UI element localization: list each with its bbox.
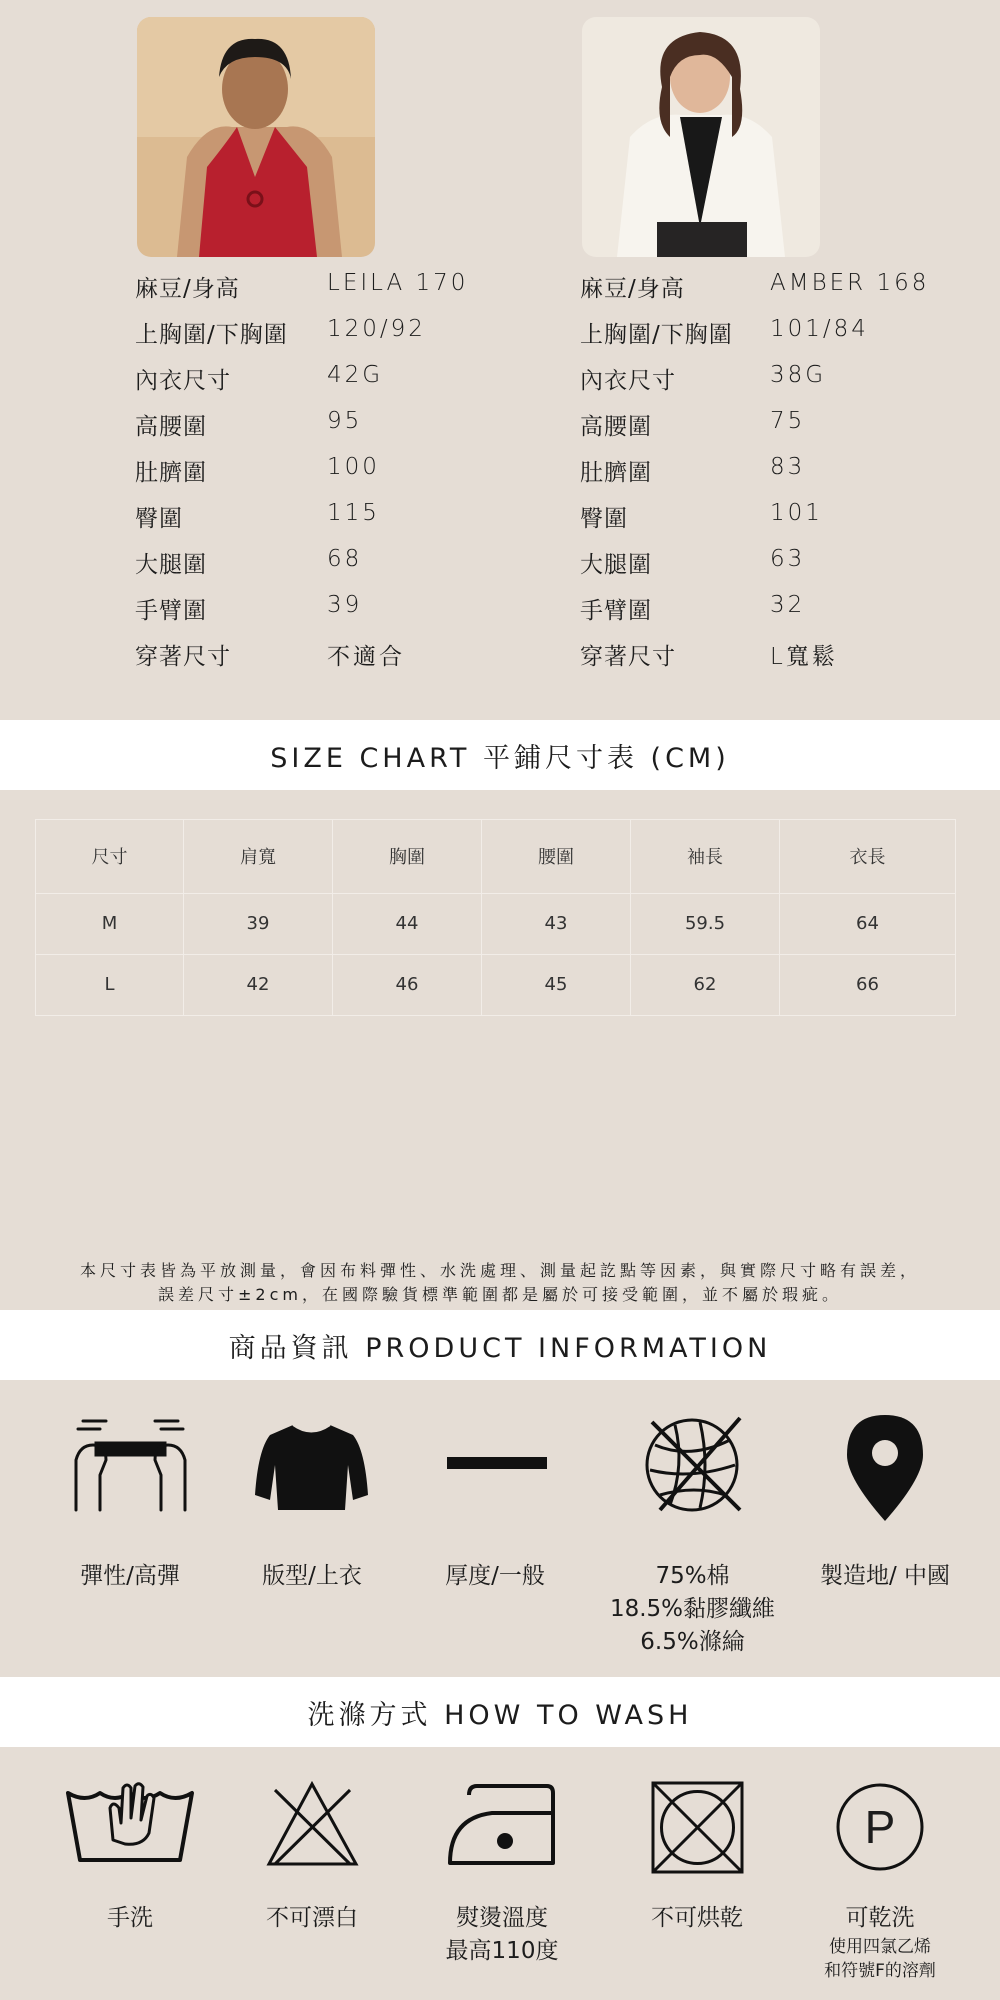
table-header-row [36,820,956,894]
stat-value: 不適合 [327,644,405,670]
stat-value: AMBER 168 [770,270,930,296]
stat-value: 38G [770,362,827,388]
table-cell: 62 [631,954,780,1015]
table-cell: 45 [482,954,631,1015]
product-info-caption [580,1560,805,1659]
table-row [36,893,956,954]
model-photo-amber [582,17,820,257]
stat-value: 101 [770,500,823,526]
wash-caption [222,1902,402,1935]
stat-value: 83 [770,454,806,480]
product-info-caption [800,1560,970,1593]
table-cell: L [36,954,184,1015]
stat-label: 內衣尺寸 [135,368,231,394]
stat-label: 臀圍 [135,506,183,532]
table-header-cell: 衣長 [780,820,956,894]
stat-label: 肚臍圍 [135,460,207,486]
caption-line: 最高110度 [445,1938,559,1964]
stat-value: 75 [770,408,806,434]
wash-title: 洗滌方式 HOW TO WASH [0,1677,1000,1747]
table-row [36,954,956,1015]
product-info-title: 商品資訊 PRODUCT INFORMATION [0,1310,1000,1380]
caption-line: 熨燙溫度 [456,1905,548,1931]
table-cell: 39 [184,893,333,954]
no-bleach-icon [265,1780,360,1870]
caption-line: 彈性/高彈 [80,1563,180,1589]
thickness-line-icon [447,1454,547,1466]
table-header-cell: 肩寬 [184,820,333,894]
table-header-cell: 腰圍 [482,820,631,894]
stat-value: 95 [327,408,363,434]
stat-label: 上胸圍/下胸圍 [135,322,288,348]
table-cell: 43 [482,893,631,954]
stretch-hands-icon [68,1415,193,1515]
caption-line: 不可烘乾 [651,1905,743,1931]
iron-icon [447,1783,557,1868]
stat-value: 115 [327,500,380,526]
table-header-cell: 尺寸 [36,820,184,894]
stat-value: 100 [327,454,380,480]
size-chart-title: SIZE CHART 平鋪尺寸表 (CM) [0,720,1000,790]
table-cell: 46 [333,954,482,1015]
model-photo-leila [137,17,375,257]
stat-value: 68 [327,546,363,572]
size-note [20,1259,980,1307]
caption-line: 75%棉 [655,1563,730,1589]
caption-line: 版型/上衣 [262,1563,362,1589]
wash-caption [40,1902,220,1935]
caption-line: 可乾洗 [845,1905,915,1931]
stat-value: 101/84 [770,316,869,342]
stat-value: 42G [327,362,384,388]
caption-line: 厚度/一般 [445,1563,545,1589]
stat-value: 120/92 [327,316,426,342]
table-cell: 42 [184,954,333,1015]
dry-clean-badge: P [864,1801,896,1853]
wash-caption [790,1902,970,1983]
stat-label: 麻豆/身高 [580,276,685,302]
table-cell: 64 [780,893,956,954]
table-cell: 66 [780,954,956,1015]
table-cell: 59.5 [631,893,780,954]
caption-line: 6.5%滌綸 [640,1629,745,1655]
product-info-caption [40,1560,220,1593]
no-tumble-dry-icon [650,1780,745,1875]
product-info-caption [405,1560,585,1593]
stat-label: 穿著尺寸 [135,644,231,670]
size-note-line: 本尺寸表皆為平放測量，會因布料彈性、水洗處理、測量起訖點等因素，與實際尺寸略有誤差， [79,1261,920,1280]
hand-wash-icon [65,1778,195,1863]
stat-value: LEILA 170 [327,270,469,296]
caption-line: 不可漂白 [266,1905,358,1931]
table-header-cell: 胸圍 [333,820,482,894]
caption-line: 使用四氯乙烯 [829,1937,931,1957]
table-cell: 44 [333,893,482,954]
stat-label: 內衣尺寸 [580,368,676,394]
stat-label: 手臂圍 [580,598,652,624]
stat-value: 63 [770,546,806,572]
stat-label: 手臂圍 [135,598,207,624]
stat-label: 麻豆/身高 [135,276,240,302]
sweater-icon [253,1420,370,1515]
stat-value: 32 [770,592,806,618]
stat-label: 臀圍 [580,506,628,532]
table-cell: M [36,893,184,954]
product-info-caption [222,1560,402,1593]
stat-label: 大腿圍 [580,552,652,578]
caption-line: 手洗 [107,1905,153,1931]
wash-caption [607,1902,787,1935]
yarn-ball-icon [640,1410,750,1520]
stat-label: 高腰圍 [580,414,652,440]
stat-label: 上胸圍/下胸圍 [580,322,733,348]
size-chart-table [35,819,956,1016]
stat-value: L寬鬆 [770,644,838,670]
stat-label: 穿著尺寸 [580,644,676,670]
stat-label: 肚臍圍 [580,460,652,486]
stat-label: 大腿圍 [135,552,207,578]
caption-line: 製造地/ 中國 [819,1563,951,1589]
caption-line: 和符號F的溶劑 [824,1961,936,1981]
stat-value: 39 [327,592,363,618]
caption-line: 18.5%黏膠纖維 [609,1596,776,1622]
table-header-cell: 袖長 [631,820,780,894]
stat-label: 高腰圍 [135,414,207,440]
location-pin-icon [845,1413,925,1523]
wash-caption [412,1902,592,1968]
size-note-line: 誤差尺寸±2cm，在國際驗貨標準範圍都是屬於可接受範圍，並不屬於瑕疵。 [158,1285,842,1304]
dry-clean-icon [835,1782,925,1872]
